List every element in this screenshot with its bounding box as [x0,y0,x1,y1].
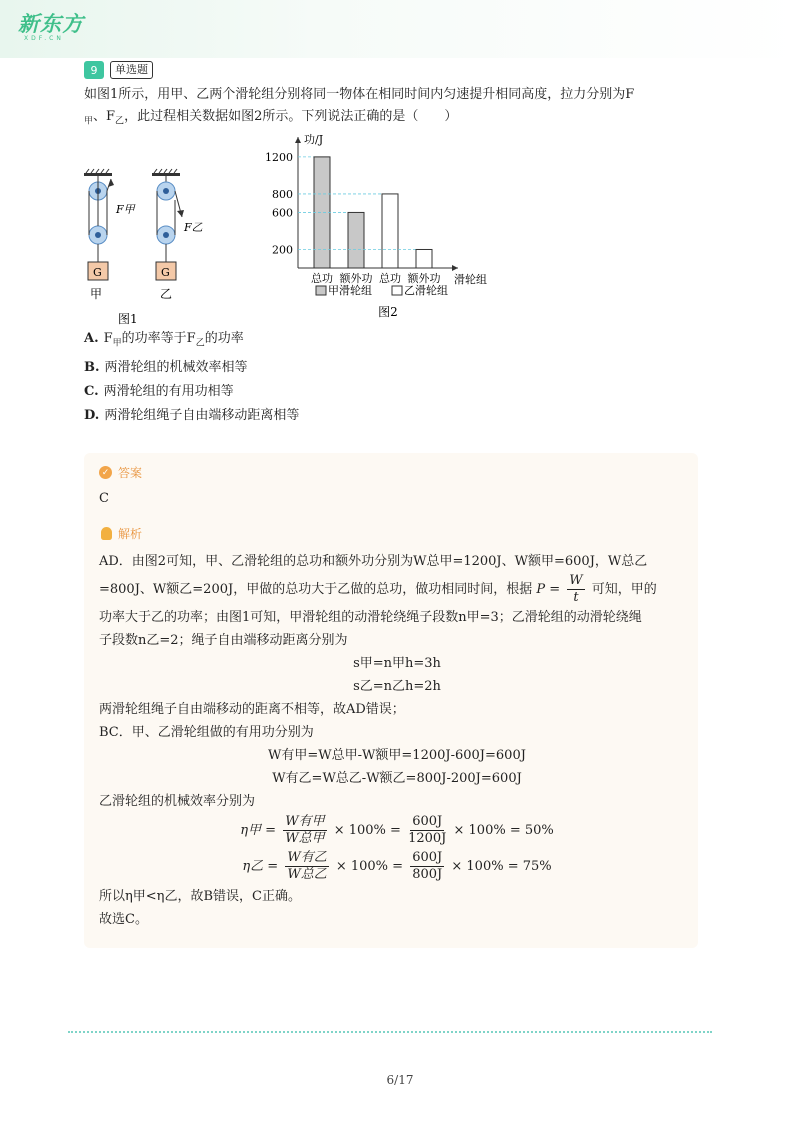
equation: W有甲=W总甲-W额甲=1200J-600J=600J [268,748,526,763]
options-list [84,327,299,428]
eq-end: × 100% = 50% [453,823,554,838]
stem-text: 如图1所示，用甲、乙两个滑轮组分别将同一物体在相同时间内匀速提升相同高度，拉力分别为F [84,87,635,102]
eq-lhs: η甲 = [240,823,277,838]
y-axis-label: 功/J [304,133,324,146]
analysis-line: 两滑轮组绳子自由端移动的距离不相等，故AD错误； [99,702,405,717]
eq-lhs: η乙 = [242,859,279,874]
frac-num: 600J [412,850,443,865]
eq-fraction [283,814,326,847]
legend-label: 甲滑轮组 [328,284,372,297]
analysis-tag [101,525,142,542]
option-key: A. [84,331,99,346]
option-a[interactable] [84,327,299,356]
weight-left: G [93,266,102,279]
check-icon: ✓ [99,466,112,479]
x-tick-label: 额外功 [339,272,373,285]
label-left: 甲 [90,287,103,301]
stem-sub: 甲 [84,116,94,127]
logo-subtext: XDF.CN [24,35,64,42]
bar [314,157,330,268]
eq-end: × 100% = 75% [451,859,552,874]
option-text: 的功率 [204,331,244,346]
force-right-label: F乙 [184,221,203,234]
option-text: 两滑轮组绳子自由端移动距离相等 [104,407,300,423]
eq-mid: × 100% = [333,823,401,838]
y-tick-label: 1200 [265,150,293,164]
stem-text: ，此过程相关数据如图2所示。下列说法正确的是（ ） [124,109,458,124]
answer-tag [99,464,142,481]
question-type: 单选题 [110,61,153,79]
y-tick-label: 800 [272,187,293,201]
option-d[interactable] [84,404,299,428]
option-key: D. [84,407,100,423]
answer-value: C [99,491,109,506]
option-text: 两滑轮组的有用功相等 [103,383,234,399]
option-key: B. [84,359,100,375]
work-bar-chart [258,123,508,328]
frac-num: W [569,573,583,588]
figure2-caption: 图2 [378,305,398,319]
lightbulb-icon [101,527,112,540]
equation: W有乙=W总乙-W额乙=800J-200J=600J [272,771,522,786]
formula-lhs: P = [536,582,561,597]
analysis-line: 故选C。 [99,912,148,927]
analysis-line: BC．甲、乙滑轮组做的有用功分别为 [99,725,314,740]
eq-fraction [410,850,444,883]
y-tick-label: 600 [272,206,293,220]
x-tick-label: 总功 [311,272,333,285]
figure1-caption: 图1 [118,312,138,326]
equation: s甲=n甲h=3h [353,656,441,671]
stem-sub: 乙 [115,116,125,127]
option-b[interactable] [84,356,299,380]
question-number: 9 [84,61,104,79]
footer-divider [68,1031,712,1033]
analysis-line: 子段数n乙=2；绳子自由端移动距离分别为 [99,633,348,648]
analysis-line: AD．由图2可知，甲、乙滑轮组的总功和额外功分别为W总甲=1200J、W额甲=600J，W总乙 [99,554,648,569]
page-number: 6/17 [386,1073,414,1087]
stem-text: 、F [93,109,116,124]
frac-den: W总甲 [285,831,325,846]
frac-den: 1200J [408,831,447,846]
analysis-text: 可知，甲的 [591,582,657,597]
header-band [0,0,800,58]
analysis-line [99,573,695,606]
y-axis-arrow [295,137,301,143]
y-tick-label: 200 [272,243,293,257]
answer-label: 答案 [118,466,143,480]
legend-swatch [392,286,402,295]
x-axis-arrow [452,265,458,271]
option-key: C. [84,383,99,399]
legend-label: 乙滑轮组 [404,284,448,297]
frac-den: t [573,590,579,605]
label-right: 乙 [160,287,173,301]
force-left-label: F甲 [116,203,135,216]
x-tick-label: 总功 [379,272,401,285]
analysis-text: =800J、W额乙=200J，甲做的总功大于乙做的总功，做功相同时间，根据 [99,582,533,597]
efficiency-eq-2 [99,849,695,885]
x-tick-label: 额外功 [407,272,441,285]
frac-den: W总乙 [287,867,327,882]
x-axis-label: 滑轮组 [454,273,487,286]
analysis-body [99,550,695,931]
analysis-line: 功率大于乙的功率；由图1可知，甲滑轮组的动滑轮绕绳子段数n甲=3；乙滑轮组的动滑轮绕绳 [99,610,642,625]
option-c[interactable] [84,380,299,404]
eq-fraction [408,814,446,847]
weight-right: G [161,266,170,279]
power-fraction [567,573,584,606]
analysis-label: 解析 [118,527,143,541]
efficiency-eq-1 [99,813,695,849]
option-text: 的功率等于F [121,331,196,346]
option-text: 两滑轮组的机械效率相等 [104,359,248,375]
option-sub: 乙 [195,338,205,349]
option-sub: 甲 [112,338,122,349]
eq-fraction [285,850,328,883]
analysis-line: 乙滑轮组的机械效率分别为 [99,794,256,809]
frac-num: 600J [412,814,443,829]
option-text: F [103,331,113,346]
frac-num: W有乙 [287,850,327,865]
xdf-logo [18,8,84,42]
pulley-figure [76,165,236,330]
bar [416,249,432,268]
analysis-line: 所以η甲<η乙，故B错误，C正确。 [99,889,301,904]
legend-swatch [316,286,326,295]
question-header [84,61,153,79]
eq-mid: × 100% = [335,859,404,874]
equation: s乙=n乙h=2h [353,679,441,694]
bar [348,212,364,268]
logo-text: 新东方 [18,12,84,36]
bar [382,194,398,268]
frac-num: W有甲 [285,814,325,829]
frac-den: 800J [412,867,443,882]
